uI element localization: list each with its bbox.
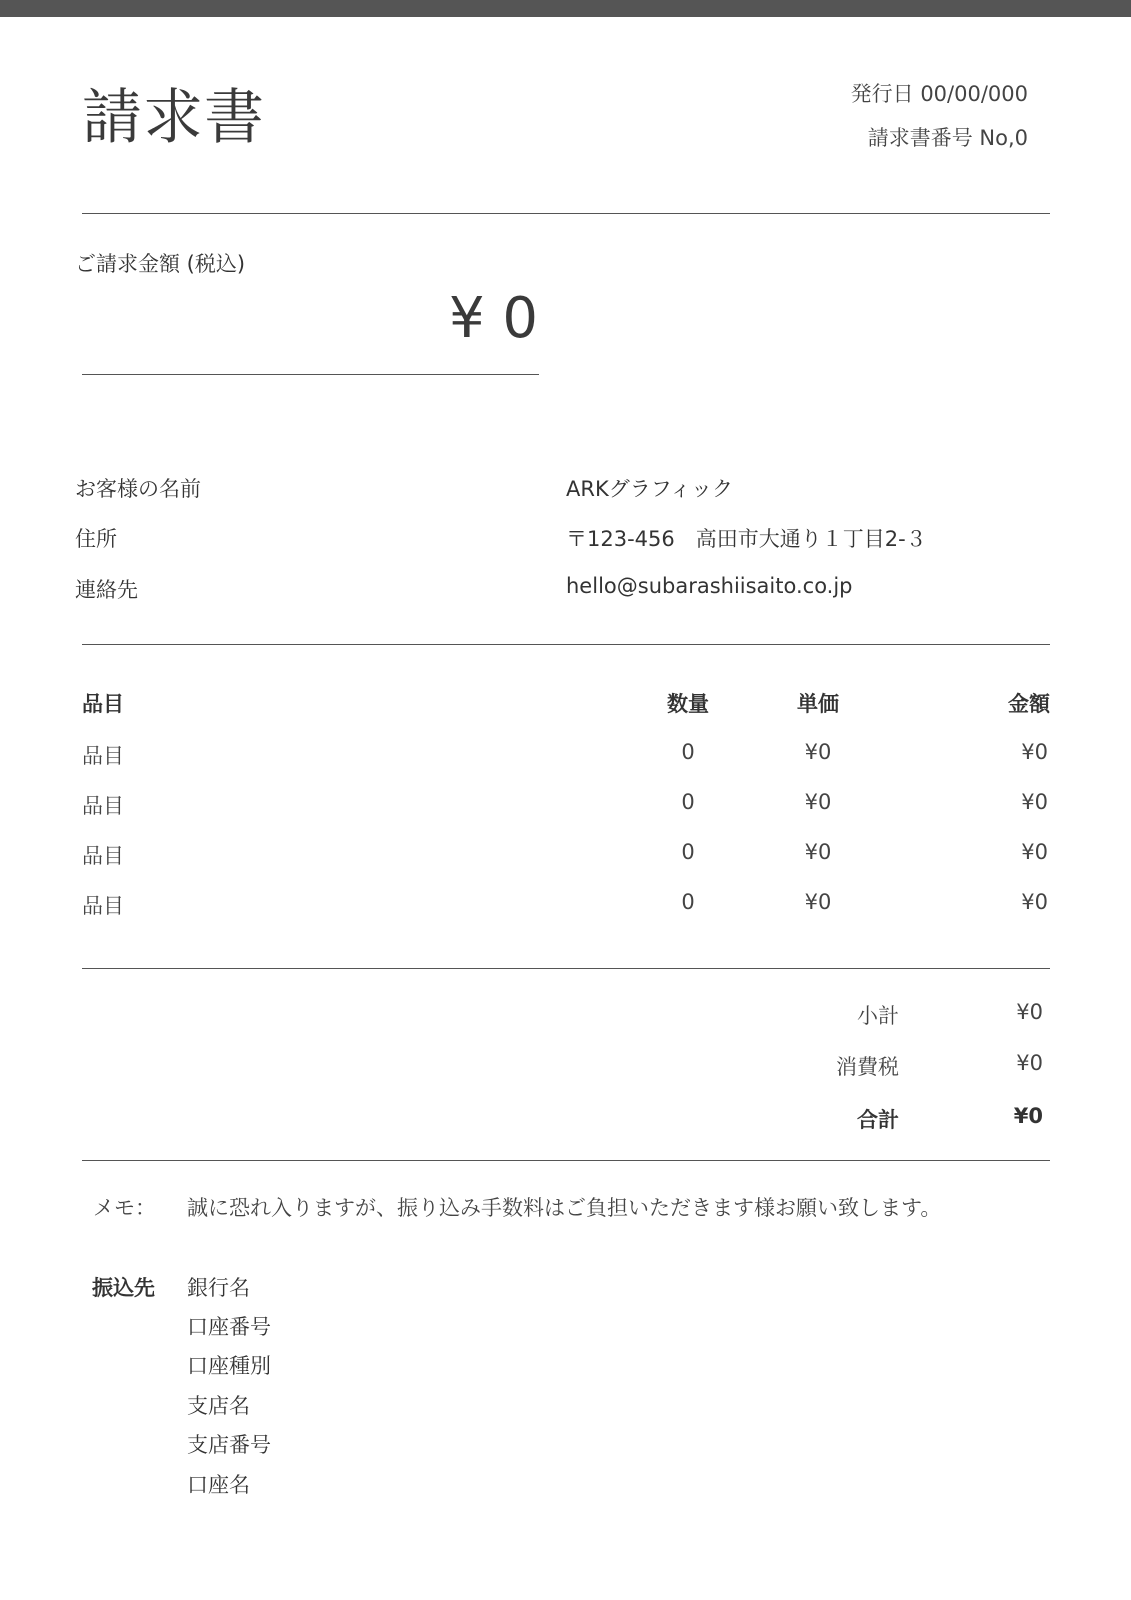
- tax-label: 消費税: [836, 1055, 899, 1079]
- table-row-unit-price: ¥0: [804, 740, 832, 764]
- bank-field: 口座番号: [187, 1315, 271, 1339]
- table-row-item: 品目: [82, 744, 124, 768]
- table-row-item: 品目: [82, 844, 124, 868]
- contact-label: 連絡先: [75, 578, 138, 602]
- table-header-unit-price: 単価: [797, 692, 839, 716]
- tax-value: ¥0: [1016, 1051, 1043, 1075]
- table-row-amount: ¥0: [1021, 790, 1048, 814]
- table-row-unit-price: ¥0: [804, 790, 832, 814]
- divider: [82, 644, 1050, 645]
- table-header-item: 品目: [82, 692, 124, 716]
- table-header-amount: 金額: [1008, 692, 1050, 716]
- top-bar: [0, 0, 1131, 17]
- subtotal-label: 小計: [857, 1004, 899, 1028]
- table-row-amount: ¥0: [1021, 890, 1048, 914]
- issue-date: 発行日 00/00/000: [850, 82, 1028, 106]
- bank-field: 銀行名: [187, 1276, 250, 1300]
- table-header-qty: 数量: [667, 692, 709, 716]
- divider: [82, 968, 1050, 969]
- amount-value: ¥ 0: [448, 286, 538, 351]
- amount-underline: [82, 374, 539, 375]
- table-row-unit-price: ¥0: [804, 890, 832, 914]
- table-row-qty: 0: [681, 890, 695, 914]
- bank-field: 口座種別: [187, 1354, 271, 1378]
- table-row-amount: ¥0: [1021, 840, 1048, 864]
- amount-label: ご請求金額 (税込): [75, 252, 246, 276]
- invoice-number: 請求書番号 No,0: [867, 126, 1028, 150]
- table-row-item: 品目: [82, 894, 124, 918]
- table-row-amount: ¥0: [1021, 740, 1048, 764]
- table-row-qty: 0: [681, 740, 695, 764]
- divider: [82, 213, 1050, 214]
- customer-name-value: ARKグラフィック: [566, 477, 734, 501]
- document-title: 請求書: [82, 83, 265, 153]
- table-row-unit-price: ¥0: [804, 840, 832, 864]
- divider: [82, 1160, 1050, 1161]
- bank-field: 支店名: [187, 1394, 250, 1418]
- memo-text: 誠に恐れ入りますが、振り込み手数料はご負担いただきます様お願い致します。: [187, 1196, 942, 1220]
- address-value: 〒123-456 高田市大通り１丁目2-３: [566, 527, 927, 551]
- address-label: 住所: [75, 527, 117, 551]
- table-row-qty: 0: [681, 790, 695, 814]
- customer-name-label: お客様の名前: [75, 477, 201, 501]
- table-row-item: 品目: [82, 794, 124, 818]
- total-label: 合計: [857, 1108, 899, 1132]
- total-value: ¥0: [1013, 1104, 1043, 1128]
- memo-label: メモ：: [93, 1196, 156, 1220]
- bank-label: 振込先: [92, 1276, 155, 1300]
- subtotal-value: ¥0: [1016, 1000, 1043, 1024]
- bank-field: 支店番号: [187, 1433, 271, 1457]
- bank-field: 口座名: [187, 1473, 250, 1497]
- contact-value: hello@subarashiisaito.co.jp: [566, 574, 853, 598]
- table-row-qty: 0: [681, 840, 695, 864]
